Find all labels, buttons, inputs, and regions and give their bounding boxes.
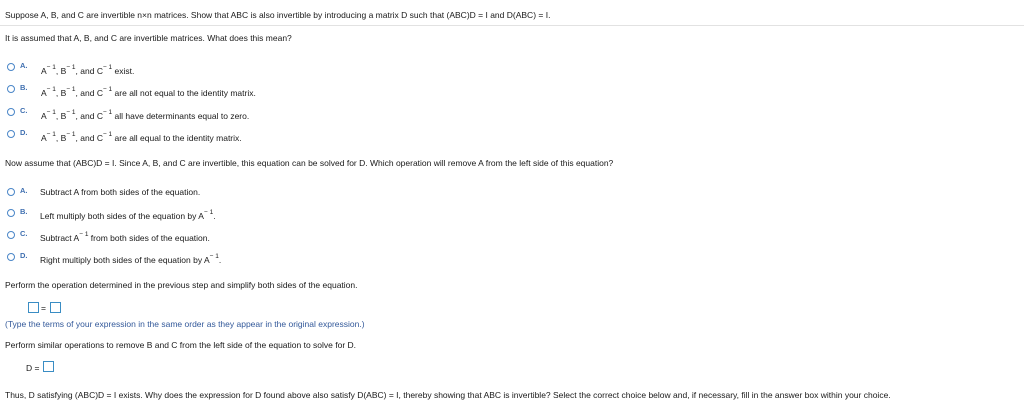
inverse-exponent: − 1 — [66, 109, 76, 116]
and-text: , and — [75, 111, 95, 121]
choice-tail: all have determinants equal to zero. — [114, 111, 250, 121]
part5-prompt: Thus, D satisfying (ABC)D = I exists. Why does the expression for D found above also satisfy D(ABC) = I, thereby showing that ABC is invertible? Select the correct choice below and, if necessary, fill in the answer box within your choice. — [5, 390, 891, 400]
answer-box-left[interactable] — [28, 302, 39, 313]
choice-letter: D. — [20, 251, 28, 260]
choice-letter: A. — [20, 61, 28, 70]
choice-text — [41, 66, 134, 76]
and-text: , and — [75, 88, 95, 98]
choice-letter: D. — [20, 128, 28, 137]
matrix-a: A — [41, 133, 47, 143]
matrix-a: A — [41, 111, 47, 121]
inverse-exponent: − 1 — [66, 131, 76, 138]
choice-text: Left multiply both sides of the equation by $A^{- 1}$. — [40, 209, 216, 221]
inverse-exponent: − 1 — [66, 86, 76, 93]
inverse-exponent: − 1 — [46, 86, 56, 93]
radio-button[interactable] — [7, 63, 15, 71]
question-text: Suppose A, B, and C are invertible n×n matrices. Show that ABC is also invertible by introducing a matrix D such that (ABC)D = I and D(ABC) = I. — [5, 10, 551, 20]
matrix-c: C — [96, 88, 103, 98]
matrix-c: C — [96, 66, 103, 76]
radio-button[interactable] — [7, 85, 15, 93]
inverse-exponent: − 1 — [46, 131, 56, 138]
part4-prompt: Perform similar operations to remove B and C from the left side of the equation to solve for D. — [5, 340, 357, 350]
inverse-exponent: − 1 — [203, 209, 214, 216]
choice-letter: B. — [20, 207, 28, 216]
part2-prompt: Now assume that (ABC)D = I. Since A, B, and C are invertible, this equation can be solved for D. Which operation will remove A from the left side of this equation? — [5, 158, 614, 168]
radio-button[interactable] — [7, 209, 15, 217]
divider — [0, 25, 1024, 26]
format-hint: (Type the terms of your expression in the same order as they appear in the original expression.) — [5, 319, 365, 329]
choice-tail: are all not equal to the identity matrix. — [114, 88, 256, 98]
answer-box-d[interactable] — [43, 361, 54, 372]
matrix-b: B — [60, 66, 67, 76]
inverse-exponent: − 1 — [46, 109, 56, 116]
matrix-b: B — [60, 133, 67, 143]
choice-text — [41, 88, 256, 98]
inverse-exponent: − 1 — [102, 109, 113, 116]
equals-sign: = — [41, 303, 46, 313]
answer-box-right[interactable] — [50, 302, 61, 313]
inverse-exponent: − 1 — [102, 64, 113, 71]
d-label: D = — [26, 363, 40, 373]
inverse-exponent: − 1 — [79, 231, 89, 238]
choice-text: Right multiply both sides of the equation by $A^{- 1}$. — [40, 253, 222, 265]
and-text: , and — [75, 66, 95, 76]
choice-text: Subtract A from both sides of the equation. — [40, 187, 201, 197]
choice-tail: exist. — [114, 66, 135, 76]
inverse-exponent: − 1 — [102, 86, 113, 93]
choice-letter: B. — [20, 83, 28, 92]
matrix-c: C — [96, 111, 103, 121]
matrix-b: B — [60, 88, 67, 98]
radio-button[interactable] — [7, 188, 15, 196]
choice-text — [41, 133, 242, 143]
part1-prompt: It is assumed that A, B, and C are invertible matrices. What does this mean? — [5, 33, 292, 43]
matrix-b: B — [60, 111, 67, 121]
choice-tail: are all equal to the identity matrix. — [114, 133, 242, 143]
choice-text: Subtract $A^{- 1}$ from both sides of the equation. — [40, 231, 210, 243]
choice-letter: C. — [20, 106, 28, 115]
radio-button[interactable] — [7, 108, 15, 116]
comma: , — [55, 133, 59, 143]
part3-prompt: Perform the operation determined in the previous step and simplify both sides of the equation. — [5, 280, 358, 290]
radio-button[interactable] — [7, 231, 15, 239]
matrix-a: A — [41, 66, 47, 76]
inverse-exponent: − 1 — [66, 64, 76, 71]
inverse-exponent: − 1 — [209, 253, 219, 260]
choice-letter: A. — [20, 186, 28, 195]
inverse-exponent: − 1 — [102, 131, 113, 138]
and-text: , and — [75, 133, 95, 143]
radio-button[interactable] — [7, 130, 15, 138]
comma: , — [55, 111, 59, 121]
radio-button[interactable] — [7, 253, 15, 261]
comma: , — [55, 66, 59, 76]
comma: , — [55, 88, 59, 98]
matrix-a: A — [41, 88, 47, 98]
choice-letter: C. — [20, 229, 28, 238]
matrix-c: C — [96, 133, 103, 143]
choice-text — [41, 111, 249, 121]
inverse-exponent: − 1 — [46, 64, 56, 71]
